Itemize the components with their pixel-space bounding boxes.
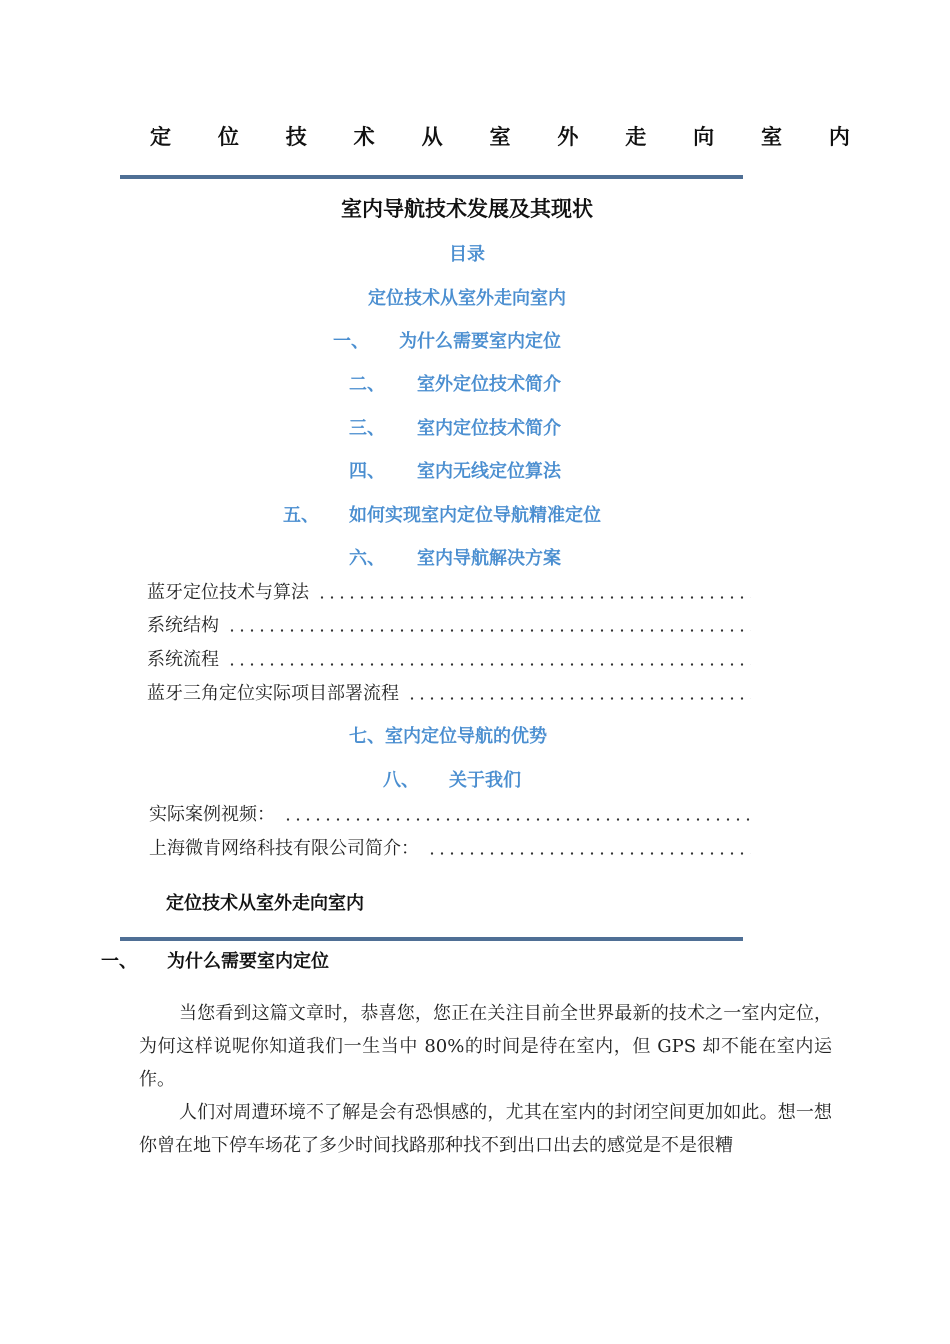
toc-link-section-1[interactable] <box>333 327 561 353</box>
toc-label: 室外定位技术简介 <box>417 374 561 395</box>
spaced-header-title <box>150 118 850 154</box>
dot-leader <box>227 629 751 632</box>
toc-link-top[interactable]: 定位技术从室外走向室内 <box>368 288 566 309</box>
dot-leader <box>317 596 751 599</box>
toc-subentry[interactable] <box>149 834 751 860</box>
header-char: 内 <box>828 125 850 149</box>
toc-subentry[interactable] <box>147 645 751 671</box>
part-heading: 定位技术从室外走向室内 <box>166 893 364 914</box>
paragraph: 当您看到这篇文章时，恭喜您，您正在关注目前全世界最新的技术之一室内定位，为何这样说呢你知道我们一生当中 80%的时间是待在室内，但 GPS 却不能在室内运作。 <box>139 1003 832 1090</box>
section-heading <box>101 947 329 973</box>
toc-subentry-label: 上海微肯网络科技有限公司简介： <box>149 838 419 859</box>
toc-num: 八、 <box>383 770 419 791</box>
toc-subentry[interactable] <box>147 679 751 705</box>
header-char: 技 <box>285 125 307 149</box>
paragraph: 人们对周遭环境不了解是会有恐惧感的，尤其在室内的封闭空间更加如此。想一想你曾在地下停车场花了多少时间找路那种找不到出口出去的感觉是不是很糟 <box>139 1102 832 1156</box>
header-char: 外 <box>557 125 579 149</box>
dot-leader <box>427 852 751 855</box>
header-char: 从 <box>421 125 443 149</box>
section-number: 一、 <box>101 951 137 972</box>
toc-link-section-8[interactable] <box>383 766 521 792</box>
header-char: 术 <box>353 125 375 149</box>
toc-subentry[interactable] <box>149 800 751 826</box>
toc-num: 一、 <box>333 331 369 352</box>
toc-subentry-label: 实际案例视频： <box>149 804 275 825</box>
toc-link-section-3[interactable] <box>349 414 561 440</box>
toc-label: 如何实现室内定位导航精准定位 <box>349 505 601 526</box>
section-title: 为什么需要室内定位 <box>167 951 329 972</box>
toc-link-section-4[interactable] <box>349 457 561 483</box>
header-char: 室 <box>761 125 783 149</box>
toc-link-section-6[interactable] <box>349 544 561 570</box>
document-title: 室内导航技术发展及其现状 <box>341 197 593 221</box>
toc-subentry-label: 蓝牙三角定位实际项目部署流程 <box>147 683 399 704</box>
body-text <box>139 997 832 1162</box>
dot-leader <box>227 663 751 666</box>
toc-label: 为什么需要室内定位 <box>399 331 561 352</box>
toc-link-section-2[interactable] <box>349 370 561 396</box>
toc-link-section-5[interactable] <box>283 501 601 527</box>
header-char: 走 <box>625 125 647 149</box>
toc-label: 室内导航解决方案 <box>417 548 561 569</box>
dot-leader <box>407 697 751 700</box>
toc-subentry-label: 系统结构 <box>147 615 219 636</box>
toc-label: 室内定位技术简介 <box>417 418 561 439</box>
header-char: 向 <box>693 125 715 149</box>
toc-subentry-label: 系统流程 <box>147 649 219 670</box>
toc-num: 六、 <box>349 548 385 569</box>
section-rule <box>120 937 743 941</box>
toc-num: 五、 <box>283 505 319 526</box>
header-rule <box>120 175 743 179</box>
header-char: 位 <box>217 125 239 149</box>
toc-subentry[interactable] <box>147 611 751 637</box>
toc-subentry-label: 蓝牙定位技术与算法 <box>147 582 309 603</box>
toc-label: 关于我们 <box>449 770 521 791</box>
dot-leader <box>283 818 751 821</box>
header-char: 定 <box>150 125 171 149</box>
toc-label: 室内无线定位算法 <box>417 461 561 482</box>
toc-num: 三、 <box>349 418 385 439</box>
toc-link-section-7[interactable]: 七、室内定位导航的优势 <box>349 726 547 747</box>
toc-heading: 目录 <box>449 244 485 265</box>
toc-num: 四、 <box>349 461 385 482</box>
toc-num: 二、 <box>349 374 385 395</box>
header-char: 室 <box>489 125 511 149</box>
toc-subentry[interactable] <box>147 578 751 604</box>
